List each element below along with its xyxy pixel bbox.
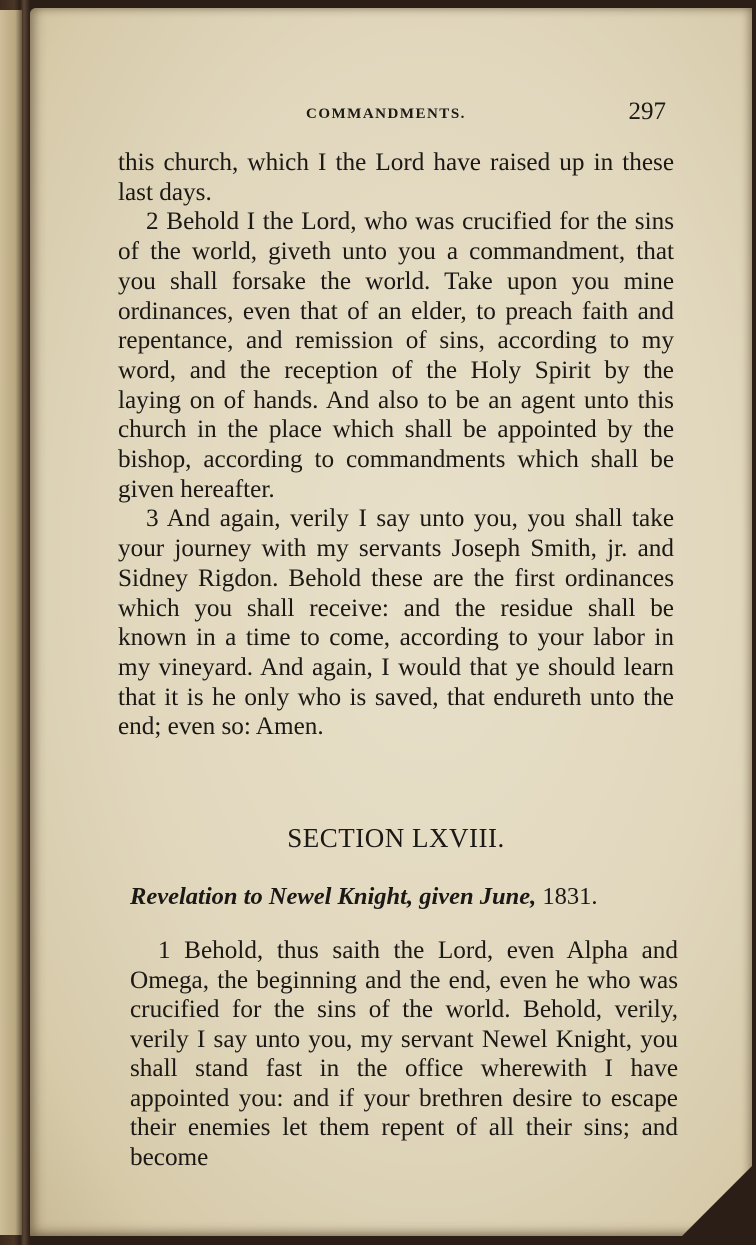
paragraph-continuation: this church, which I the Lord have raised up in these last days.	[118, 149, 674, 206]
section-heading: SECTION LXVIII.	[287, 823, 505, 853]
section-subtitle	[130, 883, 686, 911]
verse-2: 2 Behold I the Lord, who was crucified for the sins of the world, giveth unto you a commandment, that you shall forsake the world. Take upon you mine ordinances, even that of an elder, to preach faith and repentance, and remission of sins, according to my word, and the reception of the Holy Spirit by the laying on of hands. And also to be an agent unto this church in the place which shall be appointed by the bishop, according to commandments which shall be given hereafter.	[118, 208, 674, 503]
running-head	[300, 98, 672, 138]
body-text	[118, 148, 674, 742]
page-number: 297	[628, 98, 666, 125]
subtitle-year: 1831.	[542, 883, 598, 910]
running-title: COMMANDMENTS.	[306, 106, 466, 122]
facing-page-edge	[0, 10, 22, 1235]
dog-eared-corner	[682, 1166, 752, 1236]
verse-3: 3 And again, verily I say unto you, you shall take your journey with my servants Joseph Smith, jr. and Sidney Rigdon. Behold these are the first ordinances which you shall receive: and the residue shall be known in a time to come, according to your labor in my vineyard. And again, I would that ye should learn that it is he only who is saved, that endureth unto the end; even so: Amen.	[118, 505, 674, 741]
section-verse-1: 1 Behold, thus saith the Lord, even Alpha and Omega, the beginning and the end, even he who was crucified for the sins of the world. Behold, verily, verily I say unto you, my servant Newel Knight, you shall stand fast in the office wherewith I have appointed you: and if your brethren desire to escape their enemies let them repent of all their sins; and become	[130, 937, 678, 1171]
subtitle-italic: Revelation to Newel Knight, given June,	[130, 883, 537, 910]
section-body-text	[130, 936, 678, 1172]
